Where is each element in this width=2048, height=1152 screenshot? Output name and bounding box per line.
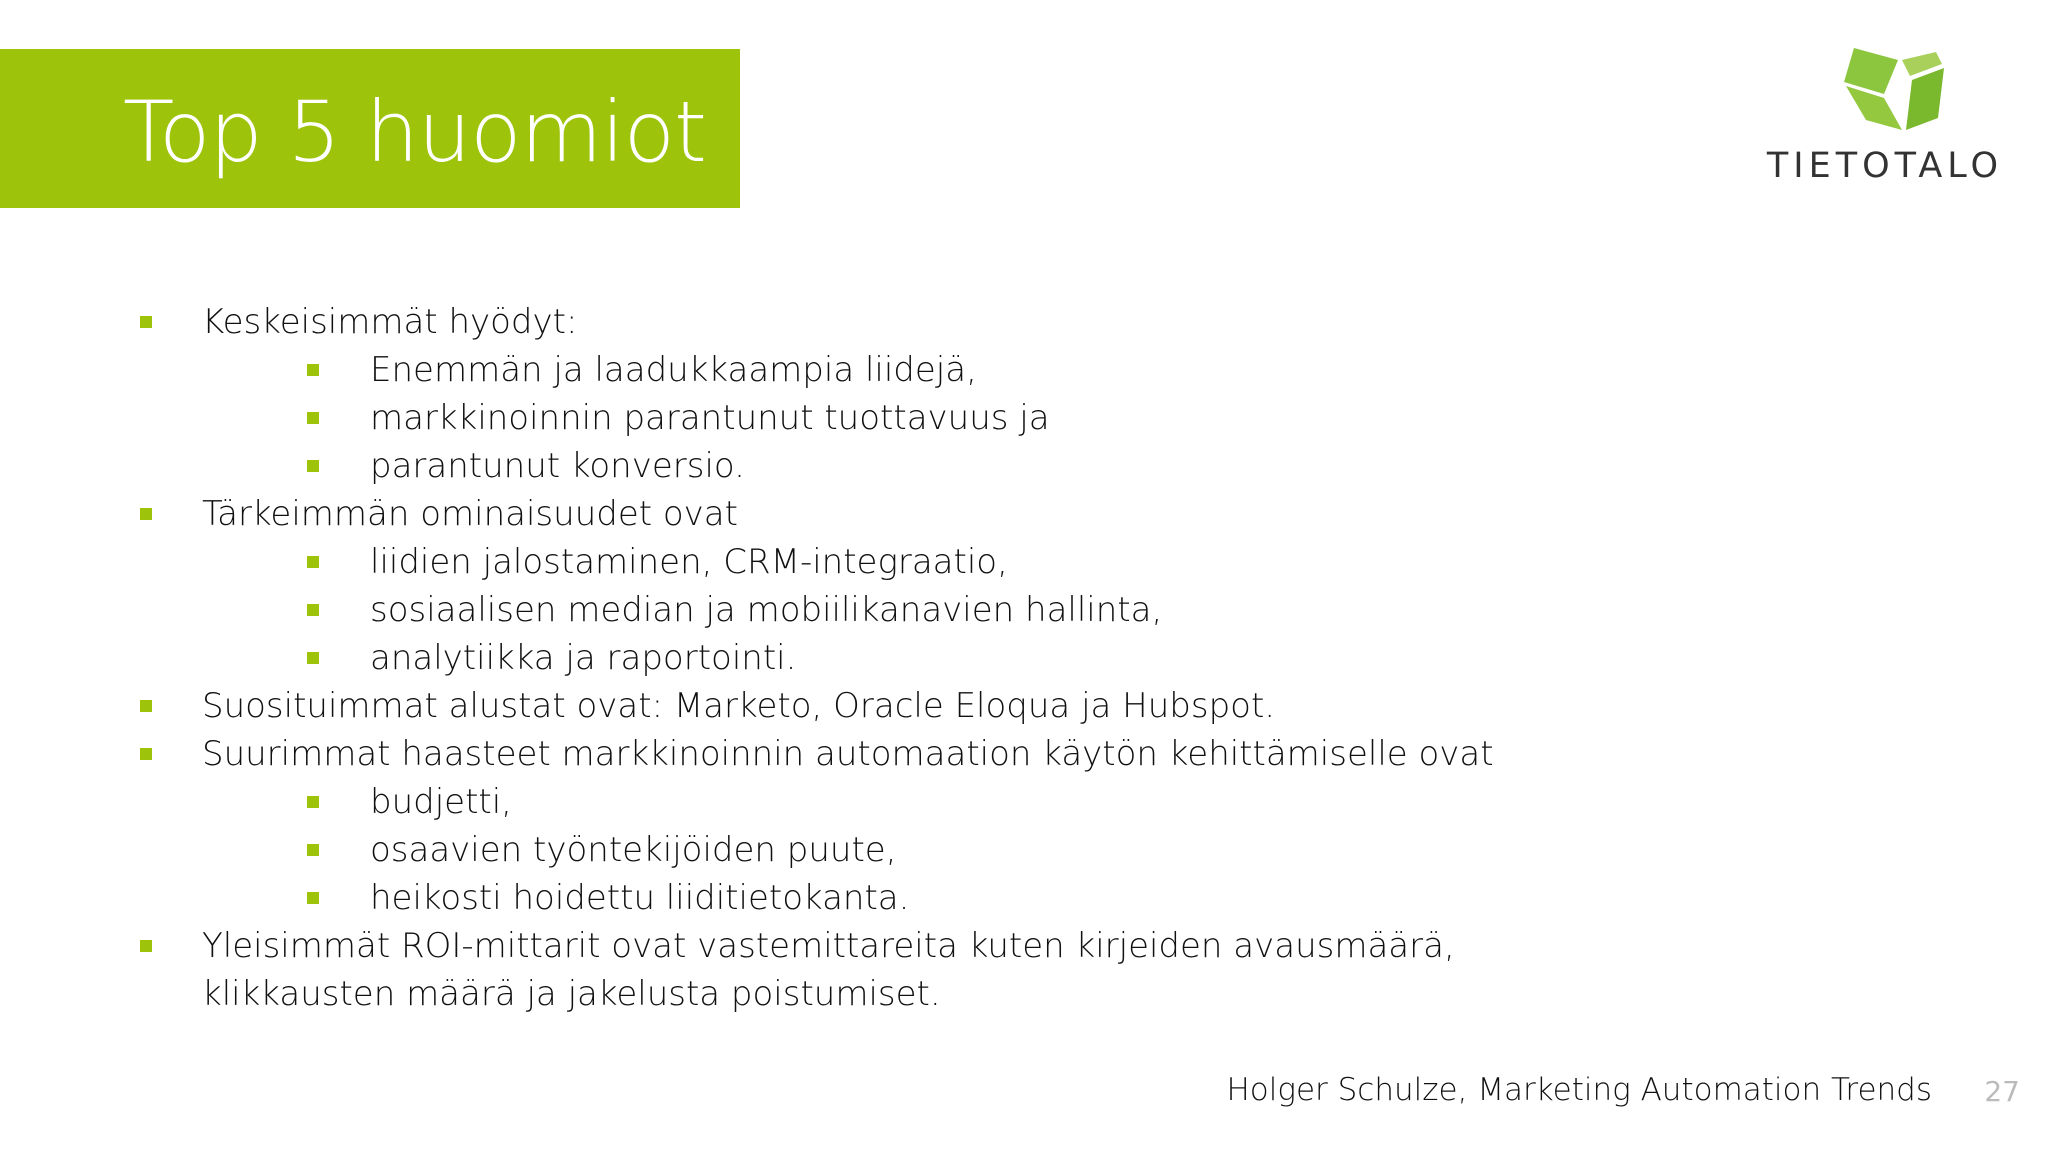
- bullet-item: [0, 682, 1500, 730]
- bullet-square-icon: [140, 316, 152, 328]
- bullet-square-icon: [307, 460, 319, 472]
- bullet-item: [0, 730, 1500, 778]
- bullet-square-icon: [140, 940, 152, 952]
- bullet-item: [0, 922, 1500, 970]
- bullet-text: analytiikka ja raportointi.: [370, 638, 797, 678]
- bullet-square-icon: [307, 604, 319, 616]
- bullet-item: [0, 634, 1500, 682]
- bullet-square-icon: [307, 364, 319, 376]
- tietotalo-logo: [1760, 46, 2010, 196]
- bullet-item: [0, 346, 1500, 394]
- bullet-square-icon: [140, 508, 152, 520]
- bullet-item: [0, 394, 1500, 442]
- bullet-text: Suosituimmat alustat ovat: Marketo, Oracle Eloqua ja Hubspot.: [202, 686, 1276, 726]
- source-citation: Holger Schulze, Marketing Automation Trends: [1226, 1072, 1932, 1108]
- logo-wordmark: TIETOTALO: [1766, 146, 2004, 186]
- bullet-item: [0, 538, 1500, 586]
- bullet-text: budjetti,: [370, 782, 512, 822]
- bullet-square-icon: [307, 796, 319, 808]
- bullet-square-icon: [140, 700, 152, 712]
- bullet-item: [0, 970, 1500, 1018]
- bullet-text: heikosti hoidettu liiditietokanta.: [370, 878, 910, 918]
- bullet-list: [0, 298, 1500, 1018]
- slide-title: Top 5 huomiot: [123, 83, 706, 181]
- bullet-text: Enemmän ja laadukkaampia liidejä,: [370, 350, 977, 390]
- bullet-square-icon: [307, 892, 319, 904]
- bullet-item: [0, 442, 1500, 490]
- bullet-item: [0, 298, 1500, 346]
- bullet-square-icon: [307, 652, 319, 664]
- bullet-text: parantunut konversio.: [370, 446, 745, 486]
- bullet-text: osaavien työntekijöiden puute,: [370, 830, 897, 870]
- bullet-square-icon: [140, 748, 152, 760]
- bullet-text: Keskeisimmät hyödyt:: [202, 302, 578, 342]
- page-number: 27: [1984, 1075, 2020, 1108]
- bullet-square-icon: [307, 844, 319, 856]
- bullet-item: [0, 490, 1500, 538]
- bullet-text: Yleisimmät ROI-mittarit ovat vastemittareita kuten kirjeiden avausmäärä,: [202, 926, 1455, 966]
- bullet-text: klikkausten määrä ja jakelusta poistumiset.: [202, 974, 941, 1014]
- bullet-text: Suurimmat haasteet markkinoinnin automaation käytön kehittämiselle ovat: [202, 734, 1494, 774]
- bullet-text: liidien jalostaminen, CRM-integraatio,: [370, 542, 1008, 582]
- bullet-item: [0, 586, 1500, 634]
- bullet-square-icon: [307, 412, 319, 424]
- bullet-text: sosiaalisen median ja mobiilikanavien hallinta,: [370, 590, 1163, 630]
- bullet-text: markkinoinnin parantunut tuottavuus ja: [370, 398, 1050, 438]
- bullet-item: [0, 874, 1500, 922]
- bullet-item: [0, 826, 1500, 874]
- bullet-text: Tärkeimmän ominaisuudet ovat: [202, 494, 738, 534]
- bullet-square-icon: [307, 556, 319, 568]
- logo-cube-icon: [1836, 46, 1946, 136]
- bullet-item: [0, 778, 1500, 826]
